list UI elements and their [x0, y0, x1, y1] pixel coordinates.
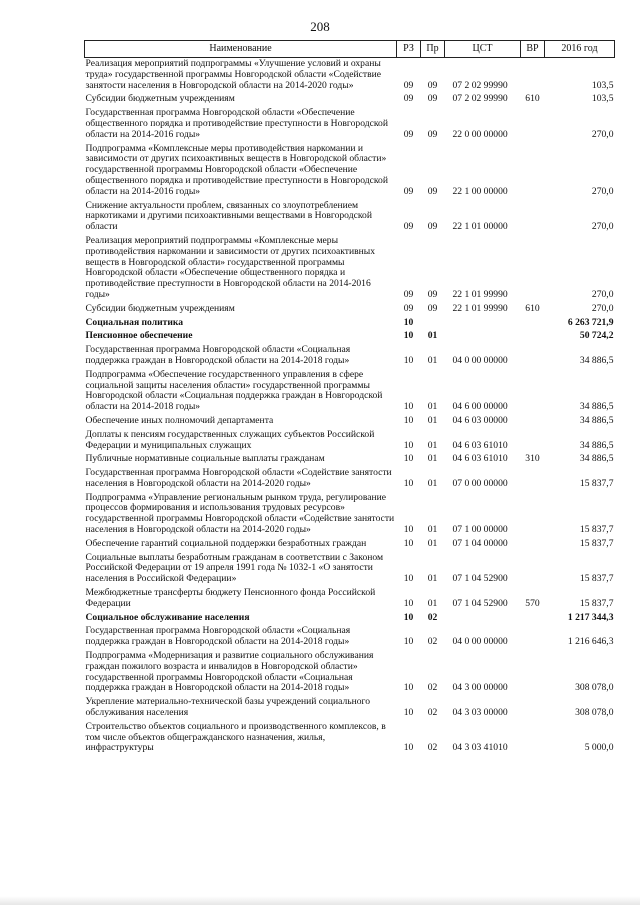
cell-vr: [521, 415, 545, 429]
cell-rz: 09: [403, 221, 414, 233]
cell-rz: 09: [403, 302, 414, 314]
cell-cst: 07 2 02 99990: [452, 93, 508, 105]
cell-vr: [521, 696, 545, 721]
cell-vr: 610: [525, 302, 540, 314]
cell-cst: [445, 317, 521, 331]
cell-cst: 04 6 03 61010: [452, 439, 508, 451]
cell-name: Реализация мероприятий подпрограммы «Комплексные меры противодействия наркомании и зависимости от других психоактивных веществ в Новгородской области» государственной программы Новгородской области «Обеспечение общественного порядка и противодействие преступности в Новгородской области на 2014-2016 годы»: [85, 234, 376, 300]
cell-name: Межбюджетные трансферты бюджету Пенсионного фонда Российской Федерации: [85, 587, 376, 609]
table-row: [85, 625, 615, 650]
header-sum: 2016 год: [545, 41, 615, 58]
cell-pr: 01: [427, 401, 438, 413]
cell-rz: 10: [403, 439, 414, 451]
cell-vr: [521, 612, 545, 626]
cell-name: Государственная программа Новгородской области «Социальная поддержка граждан в Новгородской области на 2014-2018 годы»: [85, 625, 351, 648]
table-row: [85, 330, 615, 344]
cell-rz: 10: [403, 453, 414, 465]
table-row: [85, 303, 615, 317]
cell-rz: 10: [403, 742, 414, 754]
cell-cst: 22 1 01 99990: [452, 302, 508, 314]
cell-cst: 04 6 03 61010: [452, 453, 508, 465]
cell-vr: [521, 330, 545, 344]
cell-pr: 01: [427, 414, 438, 426]
cell-pr: 09: [427, 302, 438, 314]
cell-rz: 10: [403, 414, 414, 426]
cell-sum: 5 000,0: [584, 742, 614, 754]
cell-cst: 04 0 00 00000: [452, 636, 508, 648]
cell-rz: 10: [403, 330, 414, 342]
cell-sum: 15 837,7: [579, 597, 614, 609]
header-vr: ВР: [521, 41, 545, 58]
table-row: [85, 492, 615, 538]
cell-rz: 10: [403, 636, 414, 648]
cell-rz: 09: [403, 288, 414, 300]
cell-vr: [521, 552, 545, 587]
cell-sum: 103,5: [591, 93, 614, 105]
cell-cst: 22 0 00 00000: [452, 128, 508, 140]
cell-sum: 270,0: [591, 288, 614, 300]
cell-name: Субсидии бюджетным учреждениям: [85, 93, 235, 105]
cell-vr: [521, 58, 545, 94]
cell-cst: 04 6 03 00000: [452, 414, 508, 426]
cell-pr: 01: [427, 477, 438, 489]
cell-rz: 09: [403, 128, 414, 140]
cell-name: Социальные выплаты безработным гражданам в соответствии с Законом Российской Федерации от 19 апреля 1991 года № 1032-1 «О занятости населения в Российской Федерации»: [85, 551, 384, 585]
cell-pr: 09: [427, 79, 438, 91]
cell-cst: 07 1 04 52900: [452, 597, 508, 609]
table-row: [85, 429, 615, 454]
cell-name: Снижение актуальности проблем, связанных со злоупотреблением наркотиками и другими психоактивными веществами в Новгородской области: [85, 199, 372, 233]
cell-name: Строительство объектов социального и производственного комплексов, в том числе объектов общегражданского назначения, жилья, инфраструктуры: [85, 720, 386, 754]
cell-name: Государственная программа Новгородской области «Содействие занятости населения в Новгородской области на 2014-2020 годы»: [85, 467, 392, 489]
cell-rz: 10: [403, 611, 414, 623]
cell-rz: 10: [403, 597, 414, 609]
cell-vr: [521, 200, 545, 235]
cell-vr: 570: [525, 597, 540, 609]
cell-vr: [521, 235, 545, 303]
table-row: [85, 58, 615, 94]
cell-pr: 02: [427, 682, 438, 694]
cell-sum: 1 216 646,3: [567, 636, 614, 648]
cell-name: Публичные нормативные социальные выплаты гражданам: [85, 453, 325, 465]
table-row: [85, 612, 615, 626]
cell-sum: 270,0: [591, 302, 614, 314]
cell-pr: 02: [427, 636, 438, 648]
cell-name: Государственная программа Новгородской области «Социальная поддержка граждан в Новгородской области на 2014-2018 годы»: [85, 344, 351, 366]
cell-name: Обеспечение иных полномочий департамента: [85, 414, 274, 426]
cell-rz: 09: [403, 79, 414, 91]
table-row: [85, 369, 615, 415]
cell-rz: 09: [403, 93, 414, 105]
table-row: [85, 235, 615, 303]
table-row: [85, 107, 615, 142]
cell-vr: [521, 625, 545, 650]
page-number: 208: [310, 19, 330, 34]
table-row: [85, 317, 615, 331]
cell-cst: 04 3 00 00000: [452, 682, 508, 694]
cell-name: Доплаты к пенсиям государственных служащих субъектов Российской Федерации и муниципальных служащих: [85, 428, 375, 451]
cell-vr: [521, 429, 545, 454]
cell-cst: 04 3 03 41010: [452, 742, 508, 754]
cell-rz: 10: [403, 354, 414, 366]
table-row: [85, 721, 615, 756]
scan-edge: [0, 896, 640, 905]
header-pr: Пр: [421, 41, 445, 58]
cell-cst: 07 1 04 00000: [452, 537, 508, 549]
cell-cst: 22 1 01 00000: [452, 221, 508, 233]
cell-pr: 01: [427, 330, 438, 342]
cell-sum: 270,0: [591, 221, 614, 233]
table-row: [85, 415, 615, 429]
cell-cst: 22 1 00 00000: [452, 185, 508, 197]
cell-sum: 270,0: [591, 128, 614, 140]
cell-name: Подпрограмма «Модернизация и развитие социального обслуживания граждан пожилого возраста и инвалидов в Новгородской области» государственной программы Новгородской области «Социальная поддержка граждан в Новгородской области на 2014-2018 годы»: [85, 650, 374, 694]
table-row: [85, 696, 615, 721]
table-row: [85, 650, 615, 696]
cell-sum: 270,0: [591, 185, 614, 197]
cell-pr: 01: [427, 573, 438, 585]
cell-name: Подпрограмма «Комплексные меры противодействия наркомании и зависимости от других психоактивных веществ в Новгородской области» государственной программы Новгородской области «Обеспечение общественного порядка и противодействие преступности в Новгородской области на 2014-2016 годы»: [85, 142, 388, 197]
cell-vr: 610: [525, 93, 540, 105]
cell-pr: 02: [427, 611, 438, 623]
cell-cst: 22 1 01 99990: [452, 288, 508, 300]
cell-pr: 01: [427, 537, 438, 549]
cell-sum: 34 886,5: [579, 414, 614, 426]
cell-cst: 04 0 00 00000: [452, 354, 508, 366]
cell-pr: 01: [427, 524, 438, 536]
cell-cst: 07 2 02 99990: [452, 79, 508, 91]
cell-rz: 09: [403, 185, 414, 197]
cell-rz: 10: [403, 573, 414, 585]
table-row: [85, 200, 615, 235]
cell-cst: 07 1 00 00000: [452, 524, 508, 536]
table-row: [85, 552, 615, 587]
cell-name: Социальное обслуживание населения: [85, 611, 250, 623]
cell-pr: 01: [427, 354, 438, 366]
cell-vr: [521, 650, 545, 696]
cell-name: Пенсионное обеспечение: [85, 330, 193, 342]
cell-pr: 09: [427, 128, 438, 140]
cell-rz: 10: [403, 477, 414, 489]
budget-table: [84, 40, 615, 756]
cell-cst: 04 6 00 00000: [452, 401, 508, 413]
table-row: [85, 344, 615, 369]
cell-sum: 15 837,7: [579, 573, 614, 585]
cell-sum: 15 837,7: [579, 524, 614, 536]
cell-name: Субсидии бюджетным учреждениям: [85, 302, 235, 314]
cell-vr: [521, 467, 545, 492]
cell-vr: [521, 344, 545, 369]
cell-sum: 34 886,5: [579, 354, 614, 366]
cell-vr: [521, 317, 545, 331]
cell-sum: 50 724,2: [579, 330, 614, 342]
cell-sum: 6 263 721,9: [567, 316, 614, 328]
cell-rz: 10: [403, 524, 414, 536]
cell-sum: 308 078,0: [575, 707, 614, 719]
table-row: [85, 587, 615, 612]
header-rz: РЗ: [397, 41, 421, 58]
cell-name: Государственная программа Новгородской области «Обеспечение общественного порядка и противодействие преступности в Новгородской области на 2014-2016 годы»: [85, 107, 388, 140]
cell-cst: [445, 330, 521, 344]
table-row: [85, 467, 615, 492]
cell-rz: 10: [403, 401, 414, 413]
table-row: [85, 538, 615, 552]
table-header-row: [85, 41, 615, 58]
cell-cst: 07 0 00 00000: [452, 477, 508, 489]
cell-cst: 04 3 03 00000: [452, 707, 508, 719]
cell-name: Реализация мероприятий подпрограммы «Улучшение условий и охраны труда» государственной программы Новгородской области «Содействие занятости населения в Новгородской области на 2014-2020 годы»: [85, 58, 382, 91]
table-row: [85, 143, 615, 200]
header-cst: ЦСТ: [445, 41, 521, 58]
cell-sum: 34 886,5: [579, 401, 614, 413]
cell-rz: 10: [403, 537, 414, 549]
cell-sum: 34 886,5: [579, 453, 614, 465]
cell-pr: 09: [427, 185, 438, 197]
cell-sum: 1 217 344,3: [567, 611, 614, 623]
cell-vr: [521, 721, 545, 756]
cell-vr: [521, 492, 545, 538]
cell-rz: 10: [403, 707, 414, 719]
cell-pr: 09: [427, 221, 438, 233]
cell-sum: 308 078,0: [575, 682, 614, 694]
cell-pr: 01: [427, 453, 438, 465]
cell-name: Обеспечение гарантий социальной поддержки безработных граждан: [85, 537, 367, 549]
table-row: [85, 93, 615, 107]
cell-pr: 01: [427, 597, 438, 609]
cell-sum: 15 837,7: [579, 477, 614, 489]
cell-vr: 310: [525, 453, 540, 465]
cell-pr: 02: [427, 742, 438, 754]
cell-vr: [521, 107, 545, 142]
cell-name: Подпрограмма «Обеспечение государственного управления в сфере социальной защиты населения области» государственной программы Новгородской области «Социальная поддержка граждан в Новгородской области на 2014-2018 годы»: [85, 368, 383, 413]
header-name: Наименование: [85, 41, 397, 58]
cell-name: Укрепление материально-технической базы учреждений социального обслуживания населения: [85, 696, 371, 719]
cell-name: Подпрограмма «Управление региональным рынком труда, регулирование процессов формирования и использования трудовых ресурсов» государственной программы Новгородской области «Содействие занятости населения в Новгородской области на 2014-2020 годы»: [85, 491, 395, 536]
cell-name: Социальная политика: [85, 316, 184, 328]
cell-sum: 34 886,5: [579, 439, 614, 451]
cell-vr: [521, 369, 545, 415]
cell-pr: 09: [427, 93, 438, 105]
cell-cst: [445, 612, 521, 626]
cell-rz: 10: [403, 682, 414, 694]
cell-pr: 01: [427, 439, 438, 451]
cell-pr: [421, 317, 445, 331]
cell-cst: 07 1 04 52900: [452, 573, 508, 585]
cell-rz: 10: [403, 316, 414, 328]
cell-sum: 15 837,7: [579, 537, 614, 549]
cell-vr: [521, 143, 545, 200]
cell-sum: 103,5: [591, 79, 614, 91]
cell-vr: [521, 538, 545, 552]
table-row: [85, 453, 615, 467]
cell-pr: 09: [427, 288, 438, 300]
cell-pr: 02: [427, 707, 438, 719]
